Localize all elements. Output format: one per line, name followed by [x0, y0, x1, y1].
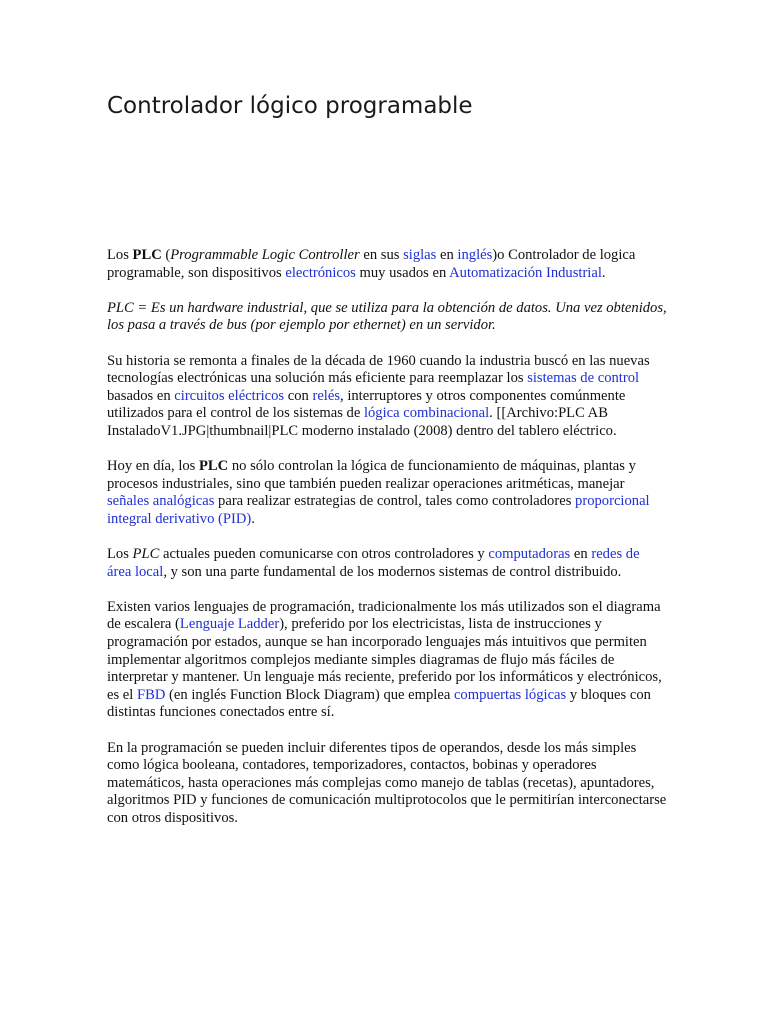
link-senales-analogicas[interactable]: señales analógicas — [107, 493, 215, 510]
plc-term: PLC — [132, 546, 160, 563]
text: ), preferido por los electricistas, lista de instrucciones y programación por estados, aunque se han incorporado lenguajes más intuitivos que permiten implementar algoritmos complejos mediante simples diagramas de flujo más fáciles de interpretar y mantener. Un lenguaje más reciente, preferido por los informáticos y electrónicos, es el — [107, 616, 662, 703]
text: . — [251, 510, 255, 527]
text: Existen varios lenguajes de programación, tradicionalmente los más utilizados son el diagrama de escalera ( — [107, 598, 661, 633]
text: Hoy en día, los — [107, 458, 200, 475]
link-lenguaje-ladder[interactable]: Lenguaje Ladder — [179, 616, 280, 633]
text: no sólo controlan la lógica de funcionamiento de máquinas, plantas y procesos industriales, sino que también pueden realizar operaciones aritméticas, manejar — [107, 458, 636, 492]
paragraph-intro — [107, 247, 667, 282]
text: para realizar estrategias de control, tales como controladores — [214, 493, 576, 510]
plc-full-name: Programmable Logic Controller — [170, 247, 360, 263]
text: , y son una parte fundamental de los modernos sistemas de control distribuido. — [163, 563, 622, 580]
text: en — [436, 247, 458, 263]
text: ( — [161, 247, 171, 263]
page-title: Controlador lógico programable — [107, 93, 473, 119]
text: )o Controlador de logica programable, son dispositivos — [107, 247, 636, 281]
paragraph-history — [107, 353, 667, 441]
text: . [[Archivo:PLC AB InstaladoV1.JPG|thumbnail|PLC moderno instalado (2008) dentro del tablero eléctrico. — [107, 405, 617, 439]
text: con — [284, 387, 313, 404]
link-automatizacion-industrial[interactable]: Automatización Industrial — [449, 264, 602, 281]
text: y bloques con distintas funciones conectados entre sí. — [107, 686, 651, 721]
article-body — [107, 247, 667, 845]
plc-term: PLC — [199, 458, 229, 475]
link-ingles[interactable]: inglés — [457, 247, 493, 263]
text: muy usados en — [355, 264, 450, 281]
paragraph-languages — [107, 599, 667, 722]
text: en — [570, 546, 592, 563]
text: , interruptores y otros componentes comúnmente utilizados para el control de los sistemas de — [107, 387, 626, 422]
paragraph-today — [107, 458, 667, 528]
text: (en inglés Function Block Diagram) que emplea — [165, 686, 454, 703]
link-circuitos-electricos[interactable]: circuitos eléctricos — [174, 387, 285, 404]
link-compuertas-logicas[interactable]: compuertas lógicas — [453, 686, 567, 703]
text: Los — [107, 247, 133, 263]
operands-text: En la programación se pueden incluir diferentes tipos de operandos, desde los más simples como lógica booleana, contadores, temporizadores, contactos, bobinas y operadores matemáticos, hasta operaciones más complejas como manejo de tablas (recetas), apuntadores, algoritmos PID y funciones de comunicación multiprotocolos que le permitirían interconectarse con otros dispositivos. — [107, 739, 667, 826]
definition-text: PLC = Es un hardware industrial, que se utiliza para la obtención de datos. Una vez obtenidos, los pasa a través de bus (por ejemplo por ethernet) en un servidor. — [107, 299, 667, 334]
link-pid[interactable]: proporcional integral derivativo (PID) — [107, 493, 650, 527]
link-siglas[interactable]: siglas — [403, 247, 437, 263]
link-electronicos[interactable]: electrónicos — [285, 264, 356, 281]
text: . — [601, 264, 606, 281]
link-fbd[interactable]: FBD — [137, 686, 166, 703]
link-computadoras[interactable]: computadoras — [488, 546, 571, 563]
link-redes-de-area-local[interactable]: redes de área local — [107, 546, 640, 580]
link-logica-combinacional[interactable]: lógica combinacional — [363, 405, 490, 422]
paragraph-operands — [107, 740, 667, 828]
text: actuales pueden comunicarse con otros controladores y — [159, 546, 489, 563]
paragraph-definition — [107, 300, 667, 335]
link-reles[interactable]: relés — [312, 387, 341, 404]
text: Su historia se remonta a finales de la década de 1960 cuando la industria buscó en las nuevas tecnologías electrónicas una solución más eficiente para reemplazar los — [107, 352, 650, 387]
plc-term: PLC — [132, 247, 162, 263]
text: en sus — [359, 247, 404, 263]
text: basados en — [107, 387, 175, 404]
link-sistemas-de-control[interactable]: sistemas de control — [527, 370, 640, 387]
paragraph-communication — [107, 546, 667, 581]
text: Los — [107, 546, 133, 563]
